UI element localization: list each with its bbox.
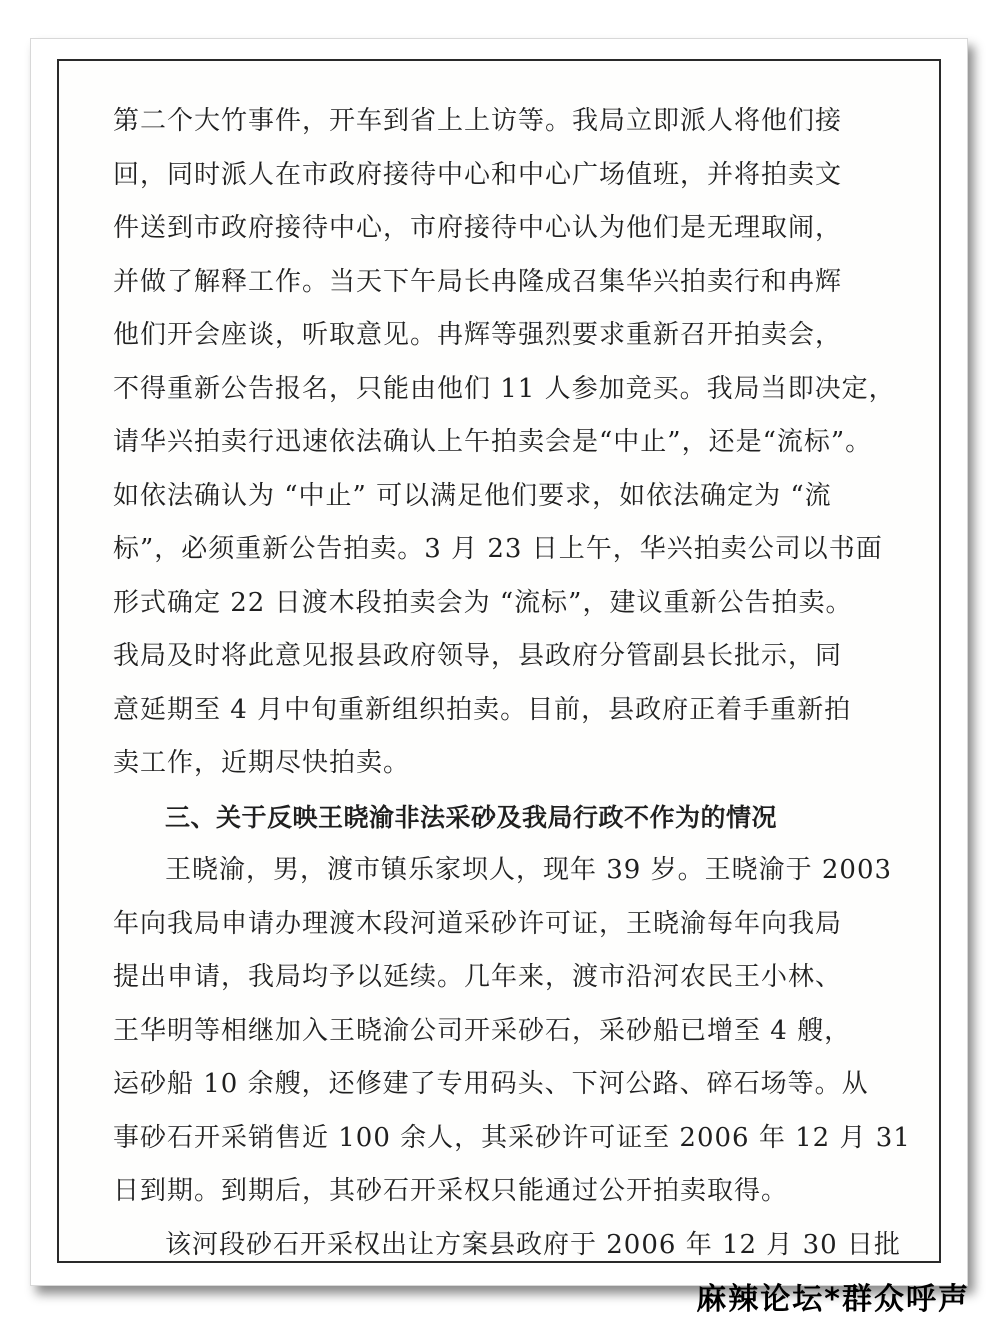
paragraph-first-line: 王晓渝，男，渡市镇乐家坝人，现年 39 岁。王晓渝于 2003 [165, 855, 893, 885]
text-line: 标”，必须重新公告拍卖。3 月 23 日上午，华兴拍卖公司以书面 [113, 534, 883, 564]
text-line: 王华明等相继加入王晓渝公司开采砂石，采砂船已增至 4 艘， [113, 1015, 852, 1046]
paragraph-first-line: 该河段砂石开采权出让方案县政府于 2006 年 12 月 30 日批 [165, 1229, 901, 1260]
forum-watermark: 麻辣论坛*群众呼声 [696, 1282, 970, 1317]
text-line: 我局及时将此意见报县政府领导，县政府分管副县长批示，同 [113, 641, 843, 671]
text-line: 运砂船 10 余艘，还修建了专用码头、下河公路、碎石场等。从 [113, 1069, 869, 1099]
text-line: 日到期。到期后，其砂石开采权只能通过公开拍卖取得。 [113, 1176, 789, 1206]
document-body [113, 95, 911, 1272]
text-line: 如依法确认为 “中止” 可以满足他们要求，如依法确定为 “流 [113, 480, 832, 511]
text-line: 件送到市政府接待中心，市府接待中心认为他们是无理取闹， [113, 213, 843, 243]
text-line: 他们开会座谈，听取意见。冉辉等强烈要求重新召开拍卖会， [113, 320, 843, 350]
scanned-page-photo [30, 38, 968, 1286]
text-line: 形式确定 22 日渡木段拍卖会为 “流标”，建议重新公告拍卖。 [113, 587, 853, 618]
section-heading: 三、关于反映王晓渝非法采砂及我局行政不作为的情况 [165, 802, 778, 832]
text-line: 不得重新公告报名，只能由他们 11 人参加竞买。我局当即决定， [113, 373, 896, 404]
text-line: 意延期至 4 月中旬重新组织拍卖。目前，县政府正着手重新拍 [113, 694, 852, 725]
text-line: 事砂石开采销售近 100 余人，其采砂许可证至 2006 年 12 月 31 [113, 1122, 911, 1153]
text-line: 回，同时派人在市政府接待中心和中心广场值班，并将拍卖文 [113, 159, 843, 190]
text-line: 年向我局申请办理渡木段河道采砂许可证，王晓渝每年向我局 [113, 908, 843, 939]
text-line: 卖工作，近期尽快拍卖。 [113, 748, 411, 778]
text-line: 第二个大竹事件，开车到省上上访等。我局立即派人将他们接 [113, 106, 843, 136]
document-page [57, 59, 941, 1263]
text-line: 请华兴拍卖行迅速依法确认上午拍卖会是“中止”，还是“流标”。 [113, 427, 873, 457]
text-line: 提出申请，我局均予以延续。几年来，渡市沿河农民王小林、 [113, 962, 843, 992]
text-line: 并做了解释工作。当天下午局长冉隆成召集华兴拍卖行和冉辉 [113, 266, 843, 297]
